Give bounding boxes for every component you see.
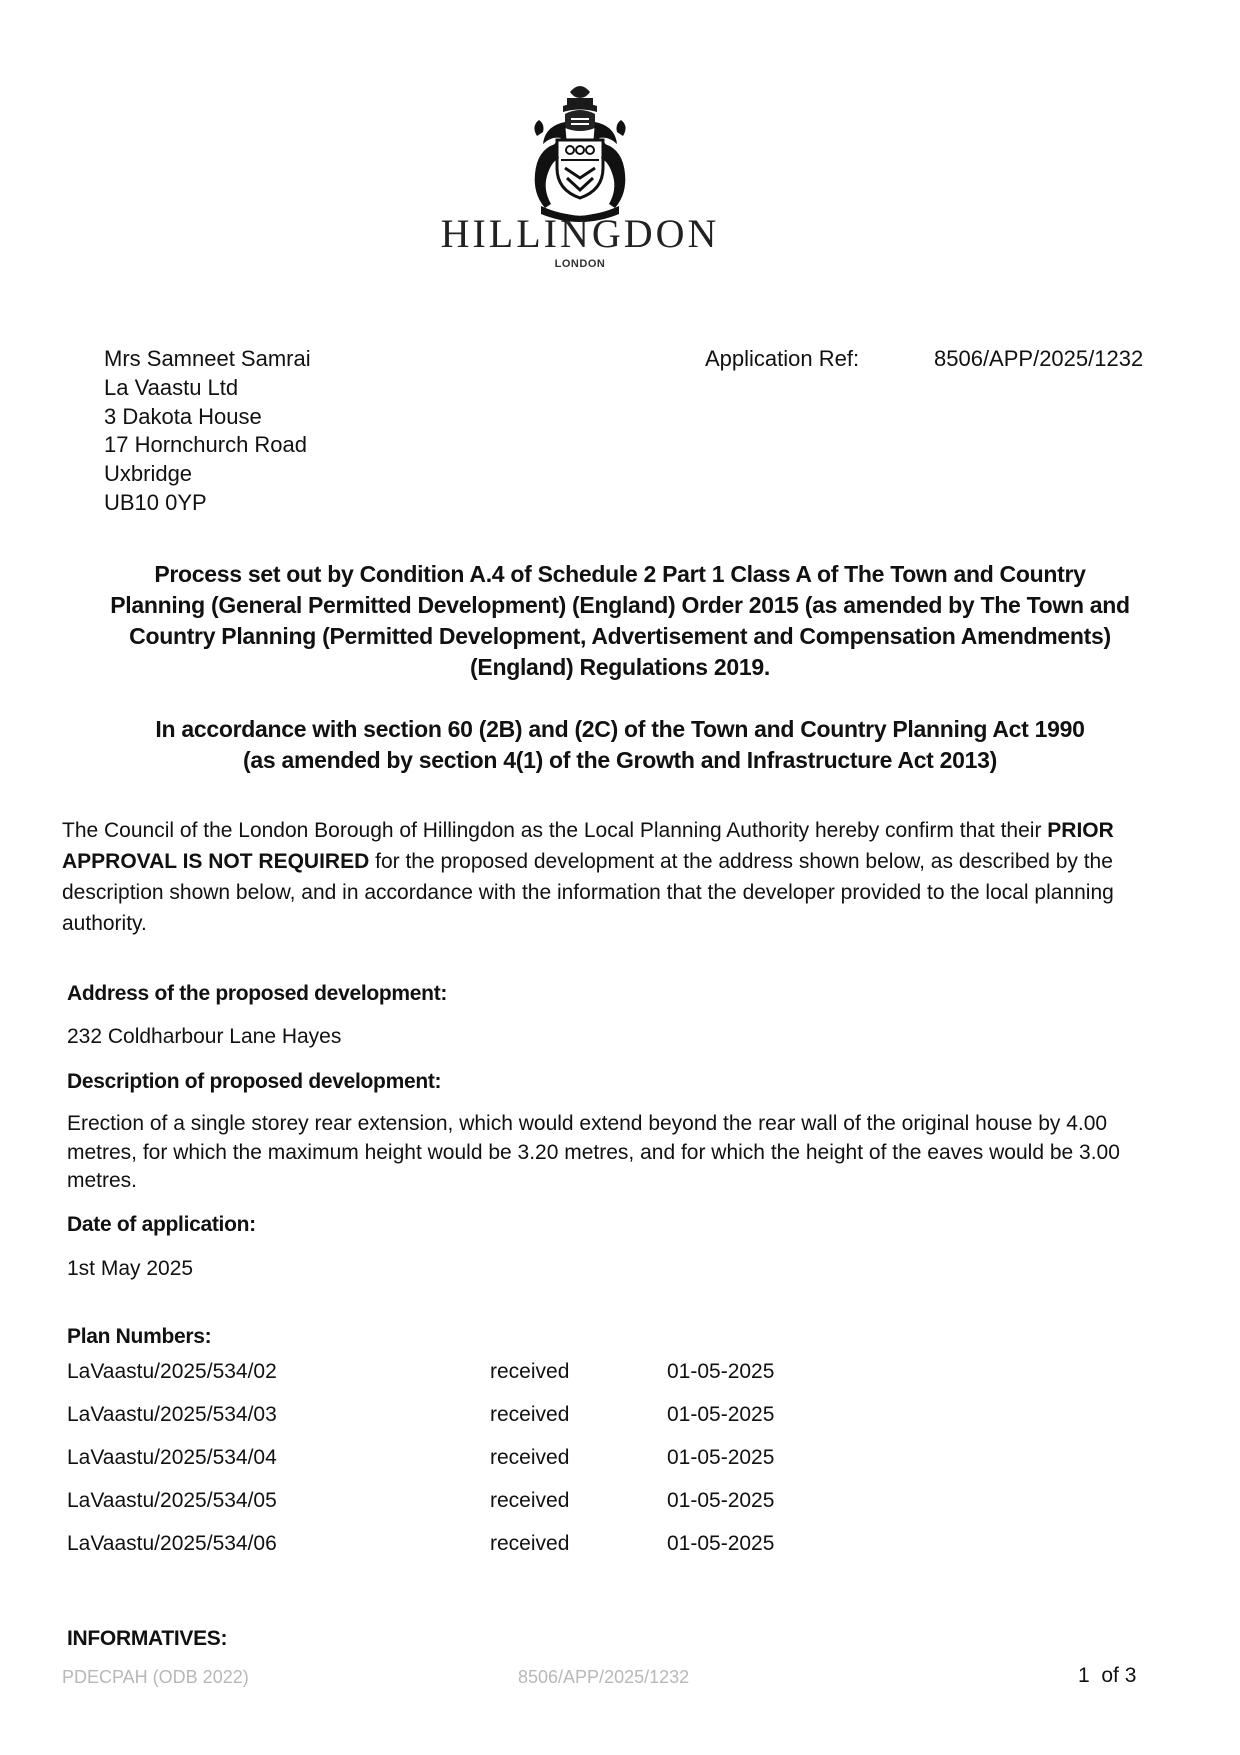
plan-number: LaVaastu/2025/534/05 [67,1489,277,1512]
description-section-label: Description of proposed development: [67,1070,442,1093]
plan-status: received [490,1489,570,1512]
address-line: La Vaastu Ltd [104,374,239,400]
heading-line: (as amended by section 4(1) of the Growth and Infrastructure Act 2013) [243,747,997,773]
logo-wordmark: HILLINGDON [440,211,720,256]
plan-date: 01-05-2025 [667,1360,775,1383]
plan-date: 01-05-2025 [667,1532,775,1555]
statement-text: for the proposed development at the address shown below, as described by the description shown below, and in accordance with the information that the developer provided to the local planning authority. [62,850,1114,935]
plan-status: received [490,1532,570,1555]
footer-reference: 8506/APP/2025/1232 [518,1667,690,1687]
footer-form-code: PDECPAH (ODB 2022) [62,1667,249,1687]
plan-date: 01-05-2025 [667,1403,775,1426]
decision-text: PRIOR APPROVAL IS NOT REQUIRED [62,819,1114,873]
heading-line: Process set out by Condition A.4 of Schedule 2 Part 1 Class A of The Town and Country [154,561,1086,587]
plan-status: received [490,1360,570,1383]
address-line: Mrs Samneet Samrai [104,346,311,371]
address-line: 3 Dakota House [104,403,262,429]
development-address: 232 Coldharbour Lane Hayes [67,1025,342,1048]
logo-subtitle: LONDON [554,258,606,270]
statement-text: The Council of the London Borough of Hillingdon as the Local Planning Authority hereby confirm that their [62,819,1042,842]
coat-of-arms-icon [515,78,645,228]
plan-numbers-label: Plan Numbers: [67,1325,212,1348]
development-description: Erection of a single storey rear extension, which would extend beyond the rear wall of the original house by 4.00 metres, for which the maximum height would be 3.20 metres, and for which the height of the eaves would be 3.00 metres. [67,1112,1120,1192]
act-heading [60,714,1180,776]
plan-number: LaVaastu/2025/534/03 [67,1403,277,1426]
plan-status: received [490,1403,570,1426]
plan-number: LaVaastu/2025/534/04 [67,1446,277,1469]
plan-status: received [490,1446,570,1469]
date-section-label: Date of application: [67,1213,256,1236]
address-line: 17 Hornchurch Road [104,432,308,458]
heading-line: (England) Regulations 2019. [470,654,770,680]
council-logo [420,78,740,278]
heading-line: Planning (General Permitted Development) (England) Order 2015 (as amended by The Town and [110,592,1130,618]
application-ref-label: Application Ref: [705,346,860,371]
plan-number: LaVaastu/2025/534/06 [67,1532,277,1555]
approval-statement [62,815,1192,939]
heading-line: Country Planning (Permitted Development, Advertisement and Compensation Amendments) [129,623,1111,649]
application-ref-value: 8506/APP/2025/1232 [934,346,1144,371]
legislation-heading [60,559,1180,683]
application-date: 1st May 2025 [67,1257,194,1280]
plan-date: 01-05-2025 [667,1446,775,1469]
plan-date: 01-05-2025 [667,1489,775,1512]
recipient-address [104,345,311,518]
informatives-heading: INFORMATIVES: [67,1627,228,1650]
address-line: UB10 0YP [104,489,207,515]
address-section-label: Address of the proposed development: [67,982,448,1005]
plan-number: LaVaastu/2025/534/02 [67,1360,277,1383]
address-line: Uxbridge [104,461,193,487]
heading-line: In accordance with section 60 (2B) and (2C) of the Town and Country Planning Act 1990 [155,716,1085,742]
page-number: 1 of 3 [1078,1664,1137,1687]
